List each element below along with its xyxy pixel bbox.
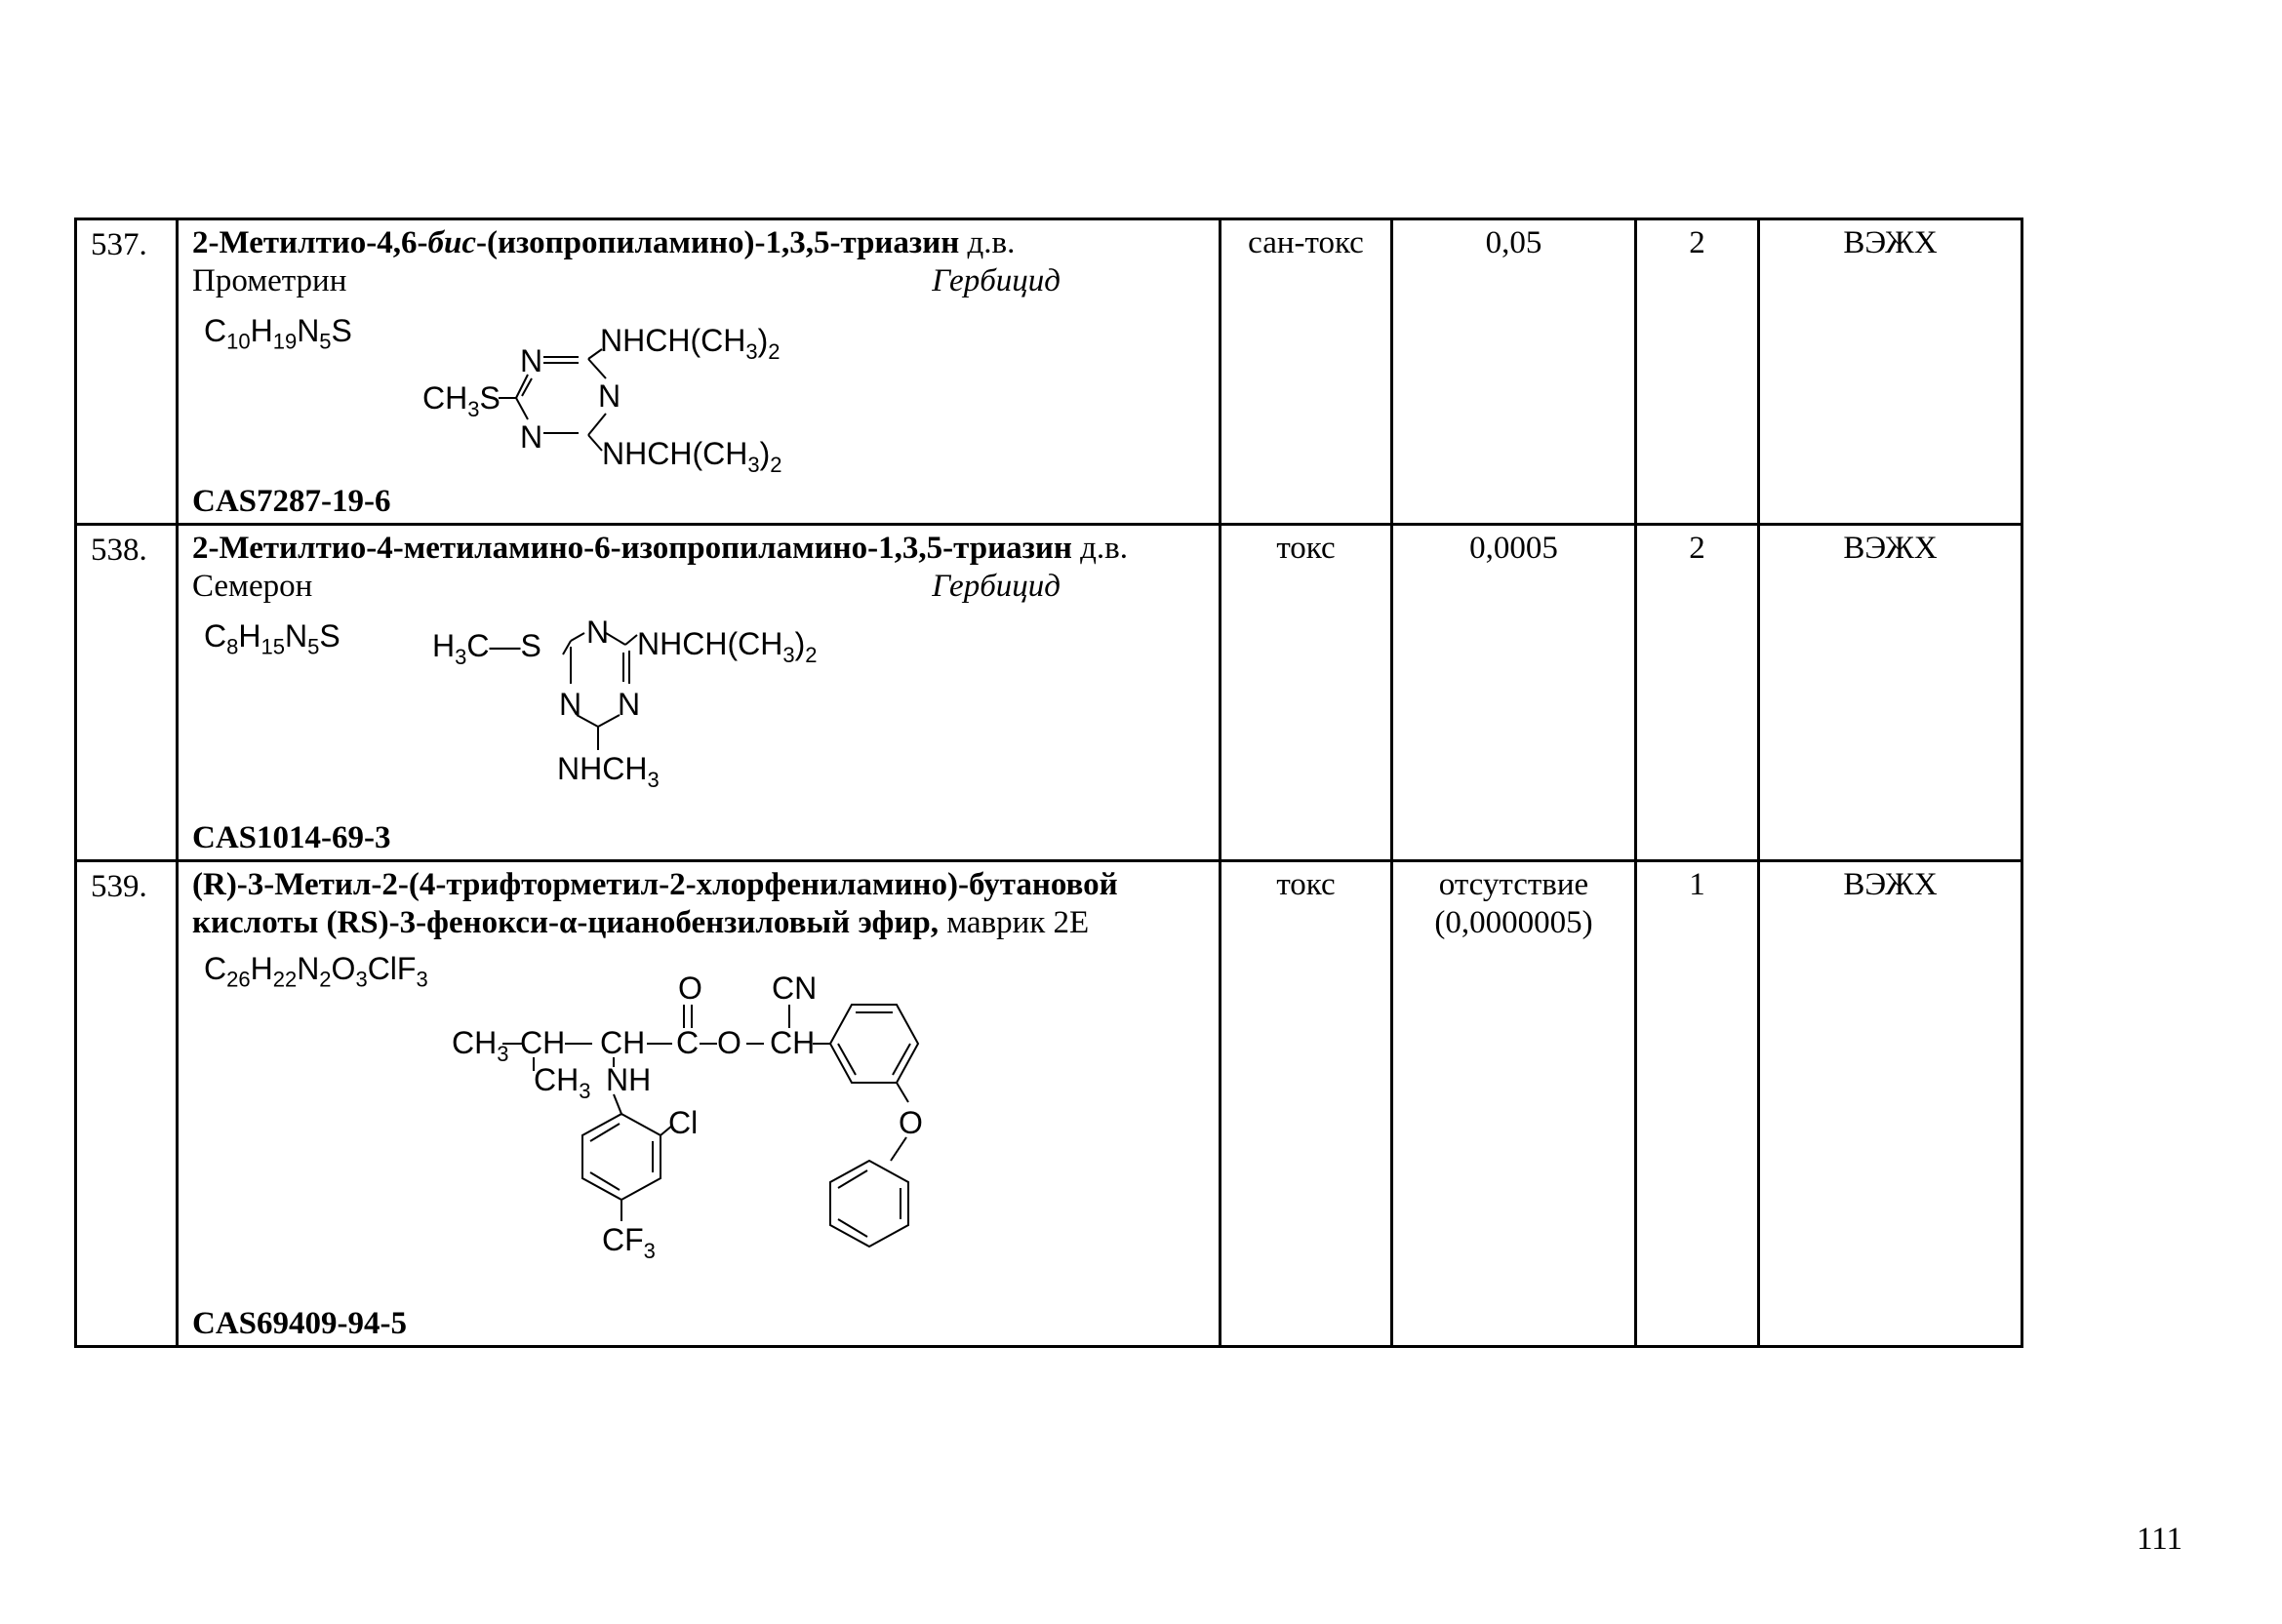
ester-oxygen: O	[717, 1025, 741, 1060]
molecular-formula: $C_8H_{15}N_5S$	[204, 618, 340, 659]
page-number: 111	[2137, 1522, 2183, 1557]
carbonyl-oxygen: O	[678, 970, 702, 1006]
limit-value: 0,05	[1392, 219, 1636, 525]
substance-function: Гербицид	[932, 569, 1061, 604]
substance-cell	[178, 861, 1221, 1347]
molecular-formula: $C_{10}H_{19}N_5S$	[204, 313, 352, 354]
hazard-class: сан-токс	[1221, 219, 1392, 525]
analysis-method: ВЭЖХ	[1759, 861, 2022, 1347]
substance-name: (R)-3-Метил-2-(4-трифторметил-2-хлорфениламино)-бутановой	[192, 867, 1118, 902]
chain-label: CH	[520, 1025, 566, 1060]
structural-formula	[422, 310, 832, 481]
trifluoromethyl-label: $CF_3$	[602, 1222, 656, 1263]
ether-oxygen: O	[899, 1105, 923, 1140]
substituent-label: $NHCH(CH_3)_2$	[637, 626, 818, 667]
structural-formula	[452, 970, 1232, 1301]
row-number: 537.	[76, 219, 178, 525]
table-row	[76, 219, 2022, 525]
table-row	[76, 525, 2022, 861]
substituent-label: $NHCH(CH_3)_2$	[600, 323, 781, 364]
substituent-label: $NHCH_3$	[557, 751, 660, 792]
trade-name: Семерон	[192, 569, 313, 604]
substance-table	[74, 218, 2023, 1348]
table-row	[76, 861, 2022, 1347]
substance-name: 2-Метилтио-4,6-бис-(изопропиламино)-1,3,5-триазин д.в.	[192, 225, 1016, 260]
trade-name: Прометрин	[192, 263, 347, 298]
structural-formula	[432, 612, 940, 807]
ring-nitrogen: N	[520, 343, 543, 378]
substance-name-continued: кислоты (RS)-3-фенокси-α-цианобензиловый эфир, маврик 2Е	[192, 905, 1090, 940]
cas-number: CAS1014-69-3	[192, 820, 391, 855]
hazard-level: 2	[1636, 525, 1759, 861]
substance-function: Гербицид	[932, 263, 1061, 298]
substituent-label: $NHCH(CH_3)_2$	[602, 436, 782, 477]
ring-nitrogen: N	[520, 419, 543, 455]
molecular-formula: $C_{26}H_{22}N_2O_3ClF_3$	[204, 951, 428, 992]
hazard-class: токс	[1221, 525, 1392, 861]
hazard-class: токс	[1221, 861, 1392, 1347]
amine-label: NH	[606, 1062, 652, 1097]
nitrile-label: CN	[772, 970, 818, 1006]
ring-nitrogen: N	[598, 378, 621, 414]
hazard-level: 2	[1636, 219, 1759, 525]
row-number: 538.	[76, 525, 178, 861]
substance-cell	[178, 525, 1221, 861]
ring-nitrogen: N	[559, 687, 582, 722]
row-number: 539.	[76, 861, 178, 1347]
cas-number: CAS69409-94-5	[192, 1306, 407, 1341]
chloro-label: Cl	[668, 1105, 699, 1140]
cas-number: CAS7287-19-6	[192, 484, 391, 519]
limit-value: отсутствие (0,0000005)	[1392, 861, 1636, 1347]
analysis-method: ВЭЖХ	[1759, 219, 2022, 525]
hazard-level: 1	[1636, 861, 1759, 1347]
substituent-label: $H_3C—S$	[432, 628, 541, 669]
ring-nitrogen: N	[586, 614, 610, 650]
substance-name: 2-Метилтио-4-метиламино-6-изопропиламино-1,3,5-триазин д.в.	[192, 531, 1129, 566]
analysis-method: ВЭЖХ	[1759, 525, 2022, 861]
chain-label: $CH_3$	[452, 1025, 509, 1066]
ring-nitrogen: N	[618, 687, 641, 722]
substance-cell	[178, 219, 1221, 525]
limit-value: 0,0005	[1392, 525, 1636, 861]
chain-label: CH	[600, 1025, 646, 1060]
carbonyl-carbon: C	[676, 1025, 700, 1060]
chain-label: $CH_3$	[534, 1062, 591, 1103]
substituent-label: $CH_3S$	[422, 380, 500, 421]
chain-label: CH	[770, 1025, 816, 1060]
